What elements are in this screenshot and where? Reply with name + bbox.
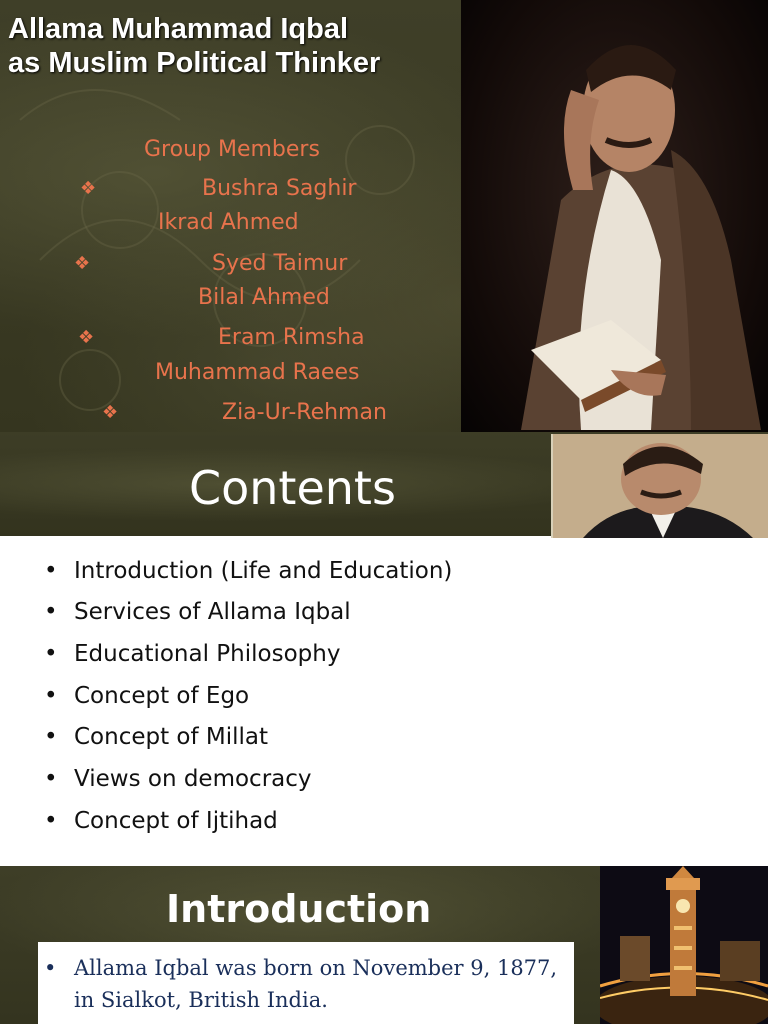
bullet-dot: • — [44, 683, 58, 709]
clock-tower-night-icon — [600, 866, 768, 1024]
bullet-dot: • — [44, 724, 58, 750]
bullet-dot: • — [44, 558, 58, 584]
diamond-bullet-icon: ❖ — [102, 402, 119, 423]
contents-item-label: Concept of Ego — [74, 683, 250, 709]
contents-item — [44, 723, 268, 751]
contents-item-label: Concept of Millat — [74, 724, 269, 750]
contents-item-label: Educational Philosophy — [74, 641, 341, 667]
title-line-1: Allama Muhammad Iqbal — [8, 13, 349, 45]
portrait-iqbal-photo — [551, 434, 768, 538]
portrait-iqbal-reading-icon — [461, 0, 768, 432]
member-name: Eram Rimsha — [218, 325, 365, 350]
title-slide — [0, 0, 768, 432]
contents-item — [44, 640, 340, 668]
bullet-dot: • — [44, 641, 58, 667]
contents-item-label: Services of Allama Iqbal — [74, 599, 351, 625]
contents-item — [44, 682, 249, 710]
members-heading: Group Members — [144, 137, 320, 162]
contents-item — [44, 598, 351, 626]
contents-item-label: Concept of Ijtihad — [74, 808, 278, 834]
introduction-slide — [0, 866, 768, 1024]
bullet-dot: • — [44, 766, 58, 792]
contents-item — [44, 765, 312, 793]
contents-title: Contents — [189, 461, 396, 515]
introduction-bullet-text: Allama Iqbal was born on November 9, 1877, in Sialkot, British India. — [74, 956, 558, 1012]
contents-item — [44, 807, 278, 835]
member-name: Zia-Ur-Rehman — [222, 400, 387, 425]
bullet-dot: • — [44, 599, 58, 625]
portrait-iqbal-reading-photo — [461, 0, 768, 432]
bullet-dot: • — [44, 808, 58, 834]
group-members-list — [0, 0, 460, 432]
member-name: Syed Taimur — [212, 251, 348, 276]
member-name: Bilal Ahmed — [198, 285, 330, 310]
member-name: Muhammad Raees — [155, 360, 360, 385]
member-name: Bushra Saghir — [202, 176, 357, 201]
contents-item-label: Views on democracy — [74, 766, 312, 792]
member-name: Ikrad Ahmed — [158, 210, 299, 235]
diamond-bullet-icon: ❖ — [78, 327, 95, 348]
contents-item — [44, 557, 452, 585]
portrait-iqbal-icon — [553, 434, 768, 538]
contents-item-label: Introduction (Life and Education) — [74, 558, 453, 584]
bullet-dot: • — [44, 956, 57, 980]
introduction-text-box — [38, 942, 574, 1024]
introduction-title: Introduction — [166, 887, 432, 931]
clock-tower-night-photo — [600, 866, 768, 1024]
title-line-2: as Muslim Political Thinker — [8, 47, 381, 79]
diamond-bullet-icon: ❖ — [74, 253, 91, 274]
introduction-bullet — [44, 952, 564, 1016]
diamond-bullet-icon: ❖ — [80, 178, 97, 199]
